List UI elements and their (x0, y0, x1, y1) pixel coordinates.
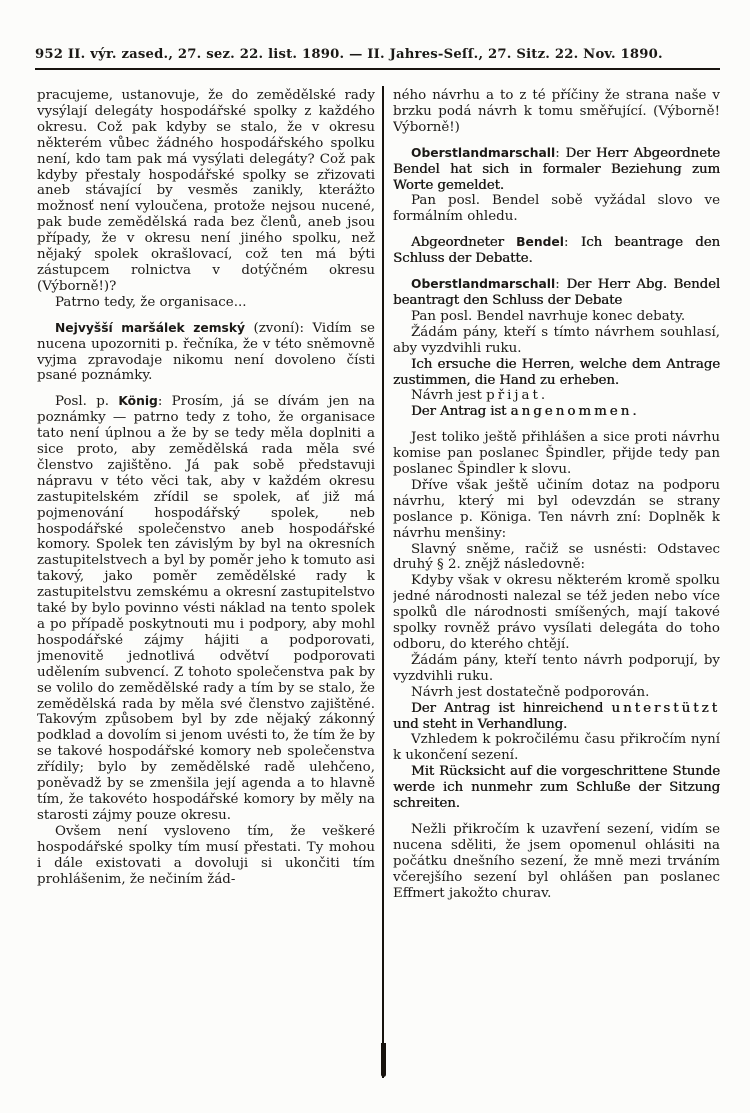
paragraph (37, 295, 375, 311)
speaker-name: Nejvyšší maršálek zemský (55, 320, 246, 335)
paragraph (393, 388, 720, 404)
paragraph (37, 394, 375, 823)
paragraph (393, 822, 720, 902)
text-run: : (555, 145, 566, 161)
paragraph (393, 478, 720, 542)
text-run: Vzhledem k pokročilému času přikročím nyní k ukončení sezení. (393, 732, 720, 764)
page-header: 952 II. výr. zased., 27. sez. 22. list. 1890. — II. Jahres-Seſſ., 27. Sitz. 22. Nov. 1890. (35, 47, 720, 70)
text-run: . (632, 404, 637, 420)
paragraph (393, 325, 720, 357)
paragraph (393, 685, 720, 701)
text-run: Der Antrag ist (411, 404, 511, 420)
speaker-name: Oberstlandmarschall (411, 145, 556, 160)
text-run: Der Herr Abgeordnete Bendel hat sich in formaler Beziehung zum Worte gemeldet. (393, 145, 720, 193)
paragraph (37, 321, 375, 385)
text-run: Žádám pány, kteří s tímto návrhem souhlasí, aby vyzdvihli ruku. (393, 324, 720, 356)
text-run: angenommen (510, 404, 633, 420)
paragraph (393, 542, 720, 574)
text-run: Pan posl. Bendel sobě vyžádal slovo ve formálním ohledu. (393, 193, 720, 225)
text-run: Dříve však ještě učiním dotaz na podporu návrhu, který mi byl odevzdán se strany poslance p. Königa. Ten návrh zní: Doplněk k návrhu menšiny: (393, 477, 720, 541)
speaker-name: Bendel (516, 235, 564, 250)
paragraph (393, 309, 720, 325)
column-divider (382, 86, 384, 1078)
text-run: unterstützt (611, 700, 720, 716)
text-run: (zvoní): Vidím se nucena upozorniti p. řečníka, že v této sněmovně vyjma zpravodaje nikomu není dovoleno čísti psané poznámky. (37, 320, 375, 384)
paragraph (393, 277, 720, 309)
paragraph (393, 235, 720, 267)
text-run: Slavný sněme, račiž se usnésti: Odstavec druhý § 2. znějž následovně: (393, 541, 720, 573)
paragraph (393, 732, 720, 764)
paragraph (393, 430, 720, 478)
text-run: pracujeme, ustanovuje, že do zemědělské rady vysýlají delegáty hospodářské spolky z každého okresu. Což pak kdyby se stalo, že v okresu některém vůbec žádného hospodářského spolku není, kdo tam pak má vysýlati delegáty? Což pak kdyby přestaly hospodářské spolky se zřizovati aneb stávající by vesměs zanikly, kterážto možnosť není vyloučena, protože nejsou nucené, pak bude zemědělská rada bez členů, aneb jsou případy, že v okresu není jiného spolku, než nějaký spolek okrašlovací, což ten má býti zástupcem rolnictva v dotýčném okresu (Výborně!)? (37, 88, 375, 294)
text-run: Der Herr Abg. Bendel beantragt den Schluss der Debate (393, 277, 720, 308)
text-run: Posl. p. (55, 394, 119, 410)
text-run: Patrno tedy, že organisace... (55, 294, 247, 310)
paragraph (393, 193, 720, 225)
text-run: und steht in Verhandlung. (393, 716, 568, 732)
speaker-name: König (118, 394, 158, 409)
paragraph (393, 357, 720, 389)
text-run: Ich beantrage den Schluss der Debatte. (393, 235, 720, 267)
text-run: Der Antrag ist hinreichend (411, 700, 612, 716)
text-run: : Prosím, já se dívám jen na poznámky — patrno tedy z toho, že organisace tato není úplnou a že by se tedy měla doplniti a sice proto, aby zemědělská rada měla své členstvo zajištěno. Já pak sobě představuji nápravu v této věci tak, aby v každém okresu zastupitelském zřídil se spolek, ať již má pojmenování hospodářský spolek, neb hospodářské společenstvo aneb hospodářské komory. Spolek ten závislým by byl na okresních zastupitelstvech a byl by poměr jeho k tomuto asi takový, jako poměr zemědělské rady k zastupitelstvu zemskému a okresní zastupitelstvo také by bylo povinno vésti náklad na tento spolek a po případě poskytnouti mu i podpory, aby mohl hospodářské zájmy hájiti a podporovati, jmenovitě jednotlivá odvětví podporovati udělením subvencí. Z tohoto společenstva pak by se volilo do zemědělské rady a tím by se stalo, že zemědělská rada by měla své členstvo zajištěné. Takovým způsobem byl by zde nějaký zákonný podklad a dovolím si jenom uvésti to, že tím že by se takové hospodářské komory neb společenstva zřídily; bylo by zemědělské radě ulehčeno, poněvadž by se zmenšila její agenda a to hlavně tím, že takovéto hospodářské komory by měly na starosti zájmy pouze okresu. (37, 394, 375, 823)
text-run: Návrh jest dostatečně podporován. (411, 684, 650, 700)
paragraph (393, 573, 720, 653)
paragraph (37, 88, 375, 295)
text-run: Jest toliko ještě přihlášen a sice proti návrhu komise pan poslanec Špindler, přijde tedy pan poslanec Špindler k slovu. (393, 430, 720, 478)
text-run: Mit Rücksicht auf die vorgeschrittene Stunde werde ich nunmehr zum Schluße der Sitzung schreiten. (393, 764, 720, 812)
text-run: : (555, 277, 567, 293)
paragraph (37, 824, 375, 888)
text-run: : (563, 235, 581, 251)
text-run: ného návrhu a to z té příčiny že strana naše v brzku podá návrh k tomu směřující. (Výborně! Výborně!) (393, 88, 720, 135)
text-run: . (540, 388, 546, 404)
left-column (37, 88, 375, 1083)
speaker-name: Oberstlandmarschall (411, 277, 556, 292)
text-run: Abgeordneter (411, 235, 517, 251)
text-run: Žádám pány, kteří tento návrh podporují, by vyzdvihli ruku. (393, 652, 720, 684)
paragraph (393, 404, 720, 420)
text-run: Návrh jest (411, 388, 487, 404)
paragraph (393, 88, 720, 136)
text-run: Ich ersuche die Herren, welche dem Antrage zustimmen, die Hand zu erheben. (393, 356, 720, 388)
paragraph (393, 764, 720, 812)
column-divider-ink-tip (381, 1043, 386, 1077)
text-run: Kdyby však v okresu některém kromě spolku jedné národnosti nalezal se též jeden nebo více spolků dle národnosti smíšených, mají takové spolky rovněž právo vysílati delegáta do toho odboru, do kterého chtějí. (393, 573, 720, 652)
right-column (393, 88, 720, 1083)
text-run: Ovšem není vysloveno tím, že veškeré hospodářské spolky tím musí přestati. Ty mohou i dále existovati a dovoluji si ukončiti tím prohlášenim, že nečiním žád- (37, 823, 375, 887)
paragraph (393, 653, 720, 685)
text-run: přijat (486, 388, 541, 404)
text-run: Pan posl. Bendel navrhuje konec debaty. (411, 308, 686, 324)
text-run: Nežli přikročím k uzavření sezení, vidím se nucena sděliti, že jsem opomenul ohlásiti na počátku dnešního sezení, že mně mezi trváním včerejšího sezení byl ohlášen pan poslanec Effmert jakožto churav. (393, 821, 720, 901)
paragraph (393, 146, 720, 194)
paragraph (393, 701, 720, 733)
